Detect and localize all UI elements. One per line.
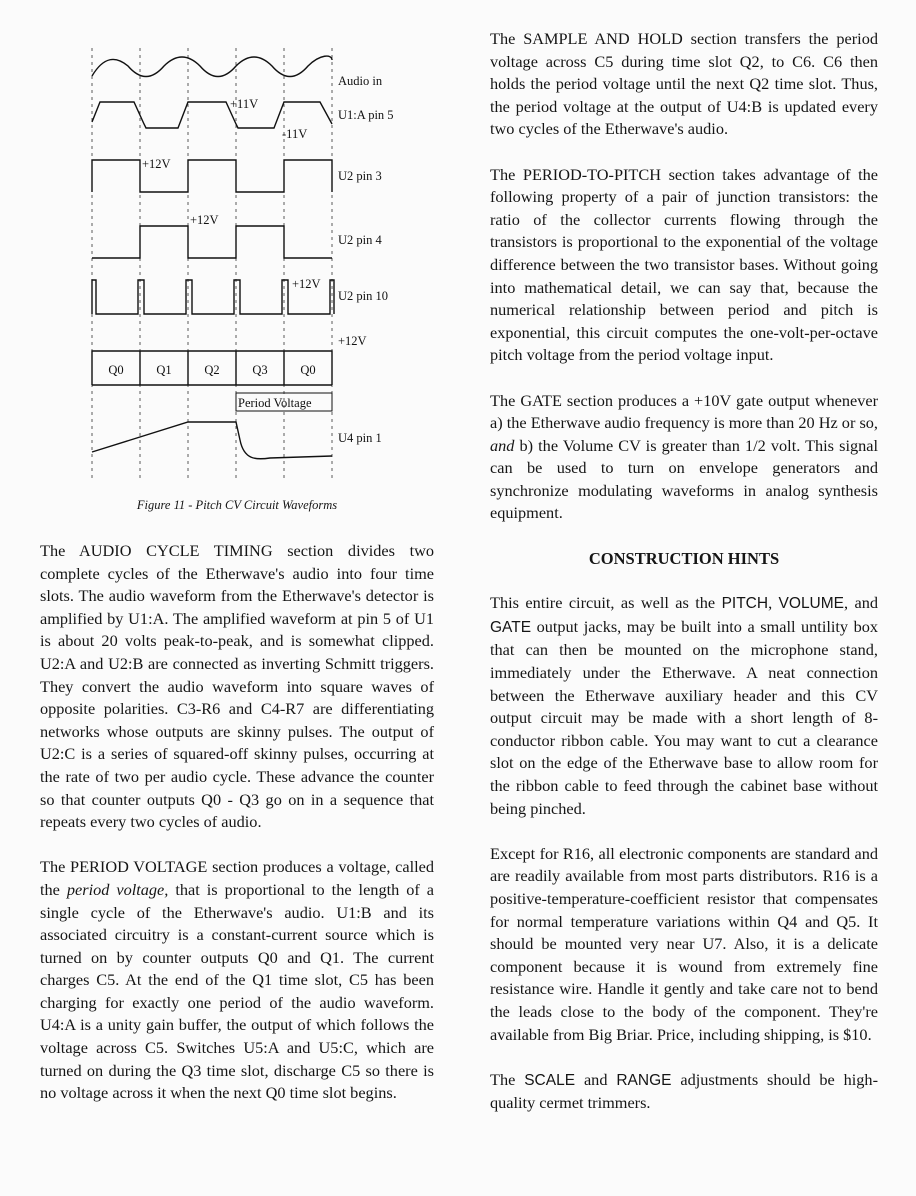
audio-in-label: Audio in (338, 74, 383, 88)
plus12v-label-a: +12V (142, 157, 171, 171)
gate-jack-label: GATE (490, 618, 532, 636)
waveform-diagram (80, 40, 394, 480)
gate-text-b: b) the Volume CV is greater than 1/2 volt. This signal can be used to turn on envelope generators and synchronize modulating waveforms in analog synthesis equipment. (490, 435, 878, 523)
trimmers-paragraph (490, 1069, 878, 1115)
period-voltage-paragraph (40, 856, 434, 1105)
plus11v-label: +11V (230, 97, 259, 111)
u1a-pin5-waveform (92, 102, 332, 128)
figure-caption: Figure 11 - Pitch CV Circuit Waveforms (136, 498, 338, 512)
u2-pin4-waveform (92, 226, 332, 258)
gate-paragraph (490, 390, 878, 526)
volume-jack-label: VOLUME (778, 595, 845, 613)
period-voltage-emphasis: period voltage, (66, 879, 169, 899)
slot-q0-b: Q0 (300, 363, 316, 377)
period-voltage-text-b: that is proportional to the length of a single cycle of the Etherwave's audio. U1:B and its associated circuitry is a constant-current source which is turned on by counter outputs Q0 and Q1. The current charges C5. At the end of the Q1 time slot, C5 has been charging for exactly one period of the audio waveform. U4:A is a unity gain buffer, the output of which follows the voltage across C5. Switches U5:A and U5:C, which are turned on during the Q3 time slot, discharge C5 so there is no voltage across it when the next Q0 time slot begins. (40, 879, 434, 1103)
waveform-figure (80, 40, 394, 480)
u4-pin1-label: U4 pin 1 (338, 431, 382, 445)
audio-in-waveform (92, 56, 332, 76)
scale-trimmer-label: SCALE (524, 1071, 576, 1089)
sample-and-hold-paragraph: The SAMPLE AND HOLD section transfers the period voltage across C5 during time slot Q2, to C6. C6 then holds the period voltage until the next Q2 time slot. Thus, the period voltage at the output of U4:B is updated every two cycles of the Etherwave's audio. (490, 29, 878, 139)
minus11v-label: -11V (282, 127, 308, 141)
construction-text-d: output jacks, may be built into a small untility box that can then be mounted on the microphone stand, immediately under the Etherwave. A neat connection between the Etherwave auxiliary header and this CV output circuit may be made with a short length of 8-conductor ribbon cable. You may want to cut a clearance slot on the edge of the Etherwave base to allow room for the ribbon cable to feed through the cabinet base without being pinched. (490, 616, 878, 818)
components-paragraph: Except for R16, all electronic components are standard and are readily available from most parts distributors. R16 is a positive-temperature-coefficient resistor that compensates for normal temperature variations within Q4 and Q5. It should be mounted very near U7. Also, it is a delicate component because it is wound from extremely fine resistance wire. Handle it gently and take care not to bend the leads close to the body of the component. They're available from Big Briar. Price, including shipping, is $10. (490, 843, 878, 1044)
slot-q3: Q3 (252, 363, 268, 377)
pitch-jack-label: PITCH (721, 595, 769, 613)
period-voltage-label: Period Voltage (238, 396, 312, 410)
u2-pin3-waveform (92, 160, 332, 192)
construction-text-a: This entire circuit, as well as the (490, 593, 722, 613)
gate-emphasis: and (490, 435, 515, 455)
period-to-pitch-paragraph: The PERIOD-TO-PITCH section takes advantage of the following property of a pair of junction transistors: the ratio of the collector currents flowing through the transistors is proportional to the exponential of the voltage difference between the two transistor bases. Without going into mathematical detail, we can say that, because the numerical relationship between period and pitch is exponential, this circuit computes the one-volt-per-octave pitch voltage from the period voltage input. (490, 164, 878, 365)
plus12v-label-d: +12V (338, 334, 367, 348)
period-voltage-text-a: The PERIOD VOLTAGE section produces a voltage, called the (40, 857, 434, 899)
slot-q0-a: Q0 (108, 363, 124, 377)
construction-text-c: , and (844, 593, 879, 613)
construction-hints-heading: CONSTRUCTION HINTS (588, 548, 780, 568)
timing-guides (92, 48, 332, 478)
u4-pin1-waveform (92, 422, 332, 459)
slot-q1: Q1 (156, 363, 172, 377)
construction-paragraph (490, 592, 878, 820)
gate-text-a: The GATE section produces a +10V gate output whenever a) the Etherwave audio frequency is more than 20 Hz or so, (490, 390, 878, 433)
trimmers-text-c: adjustments should be high-quality cermet trimmers. (490, 1069, 878, 1113)
u1a-pin5-label: U1:A pin 5 (338, 108, 394, 122)
range-trimmer-label: RANGE (616, 1071, 672, 1089)
trimmers-text-a: The (490, 1069, 525, 1089)
plus12v-label-b: +12V (190, 213, 219, 227)
slot-q2: Q2 (204, 363, 220, 377)
audio-cycle-timing-paragraph: The AUDIO CYCLE TIMING section divides two complete cycles of the Etherwave's audio into four time slots. The audio waveform from the Etherwave's detector is amplified by U1:A. The amplified waveform at pin 5 of U1 is about 20 volts peak-to-peak, and is somewhat clipped. U2:A and U2:B are connected as inverting Schmitt triggers. They convert the audio waveform into square waves of opposite polarities. C3-R6 and C4-R7 are differentiating networks whose outputs are skinny pulses. The output of U2:C is a series of squared-off skinny pulses, occurring at the rate of two per audio cycle. These advance the counter so that counter outputs Q0 - Q3 go on in a sequence that repeats every two cycles of audio. (40, 541, 434, 832)
u2-pin4-label: U2 pin 4 (338, 233, 382, 247)
left-column (40, 540, 434, 1127)
u2-pin10-label: U2 pin 10 (338, 289, 388, 303)
right-column (490, 28, 878, 1138)
plus12v-label-c: +12V (292, 277, 321, 291)
trimmers-text-b: and (575, 1069, 617, 1089)
u2-pin3-label: U2 pin 3 (338, 169, 382, 183)
construction-text-b: , (768, 593, 779, 613)
